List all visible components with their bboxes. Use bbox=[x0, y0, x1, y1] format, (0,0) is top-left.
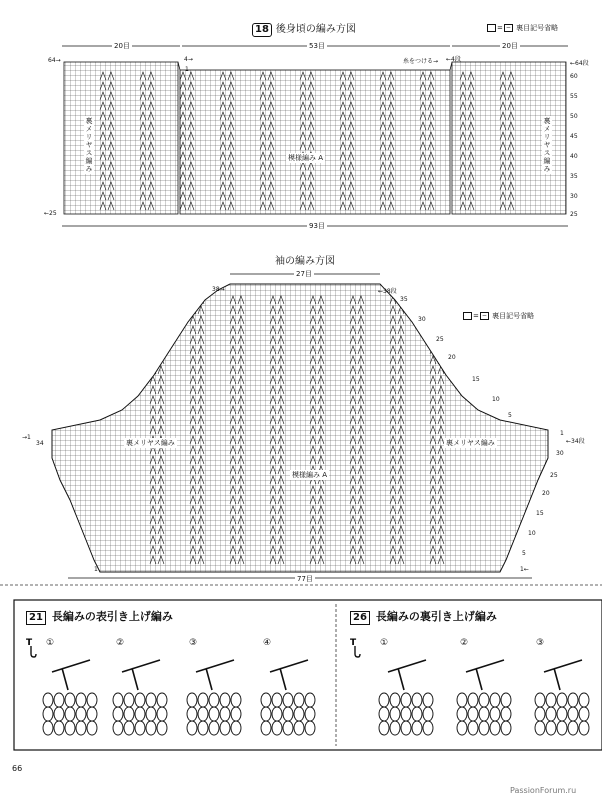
chart18-width-left: 20目 bbox=[114, 42, 130, 50]
sleeve-side-right-row: ←34段 bbox=[566, 438, 585, 445]
sleeve-row-label: 20 bbox=[448, 354, 456, 361]
legend-text: 裏目記号省略 bbox=[516, 24, 559, 32]
chart18-total-width: 93目 bbox=[309, 222, 325, 230]
crochet-step-illustration bbox=[457, 660, 511, 735]
purl-square-icon: − bbox=[481, 312, 487, 319]
chart18-row-label: 25 bbox=[570, 211, 578, 218]
technique-21-step-2: ② bbox=[116, 638, 125, 648]
sleeve-top-right-row: ←38段 bbox=[378, 288, 397, 295]
technique-26-step-2: ② bbox=[460, 638, 469, 648]
chart18-side-label-right: 裏メリヤス編み bbox=[543, 117, 551, 173]
technique-21-title: 21 長編みの表引き上げ編み bbox=[26, 608, 173, 625]
chart18-row-label: 45 bbox=[570, 133, 578, 140]
sleeve-top-width: 27目 bbox=[296, 270, 312, 278]
crochet-step-illustration bbox=[113, 660, 167, 735]
chart18-row-label: 35 bbox=[570, 173, 578, 180]
sleeve-legend: = − 裏目記号省略 bbox=[462, 311, 534, 321]
purl-square-icon: − bbox=[505, 24, 511, 31]
technique-21-step-1: ① bbox=[46, 638, 55, 648]
sleeve-label-right: 裏メリヤス編み bbox=[446, 439, 495, 447]
sleeve-row-label: 5 bbox=[522, 550, 526, 557]
chart18-row-label: 40 bbox=[570, 153, 578, 160]
crochet-step-illustration bbox=[261, 660, 315, 735]
sleeve-bottom-width: 77目 bbox=[297, 575, 313, 583]
technique-26-step-3: ③ bbox=[536, 638, 545, 648]
sleeve-row-label: 25 bbox=[550, 472, 558, 479]
chart18-pattern-label: 模様編み A bbox=[288, 154, 324, 162]
chart18-number-badge: 18 bbox=[252, 23, 272, 37]
chart18-side-label-left: 裏メリヤス編み bbox=[85, 117, 93, 173]
technique-26-title: 26 長編みの裏引き上げ編み bbox=[350, 608, 497, 625]
page-number: 66 bbox=[12, 764, 23, 773]
sleeve-bottom-left-1: 1 bbox=[94, 566, 98, 573]
sleeve-row-label: 5 bbox=[508, 412, 512, 419]
legend-eq: = bbox=[497, 24, 503, 32]
crochet-step-illustration bbox=[187, 660, 241, 735]
sleeve-row-label: 15 bbox=[536, 510, 544, 517]
sleeve-row-label: 10 bbox=[492, 396, 500, 403]
sleeve-side-right-1: 1 bbox=[560, 430, 564, 437]
svg-text:T: T bbox=[350, 638, 357, 648]
sleeve-row-label: 25 bbox=[436, 336, 444, 343]
sleeve-title: 袖の編み方図 bbox=[275, 256, 335, 267]
chart18-left-top-row: 64→ bbox=[48, 57, 61, 64]
crochet-step-illustration bbox=[43, 660, 97, 735]
chart18-left-bottom-row: ←25 bbox=[44, 210, 57, 217]
chart18-row-label: ←64段 bbox=[570, 60, 589, 67]
chart18-row-label: 55 bbox=[570, 93, 578, 100]
chart18-row-label: 50 bbox=[570, 113, 578, 120]
technique-21-step-3: ③ bbox=[189, 638, 198, 648]
sleeve-row-label: 30 bbox=[556, 450, 564, 457]
sleeve-side-left-row: 34 bbox=[36, 440, 44, 447]
technique-26-number: 26 bbox=[350, 611, 370, 625]
technique-21-number: 21 bbox=[26, 611, 46, 625]
chart18-title-text: 後身頃の編み方図 bbox=[275, 24, 356, 35]
sleeve-pattern-label: 模様編み A bbox=[292, 471, 328, 479]
crochet-step-illustration bbox=[535, 660, 589, 735]
svg-text:T: T bbox=[26, 638, 33, 648]
chart18-row-label: 60 bbox=[570, 73, 578, 80]
sleeve-row-label: 35 bbox=[400, 296, 408, 303]
chart18-note-thread: 糸をつける→ bbox=[403, 58, 439, 65]
crochet-step-illustration bbox=[379, 660, 433, 735]
chart18-note-4: 4→ bbox=[184, 56, 193, 63]
sleeve-label-left: 裏メリヤス編み bbox=[126, 439, 175, 447]
technique-21-step-4: ④ bbox=[263, 638, 272, 648]
sleeve-row-label: 20 bbox=[542, 490, 550, 497]
sleeve-top-left-row: 38→ bbox=[212, 286, 225, 293]
chart18-row-label: 30 bbox=[570, 193, 578, 200]
chart18-note-1: 1 bbox=[185, 66, 189, 73]
sleeve-row-label: 15 bbox=[472, 376, 480, 383]
chart18-width-center: 53目 bbox=[309, 42, 325, 50]
sleeve-row-label: 10 bbox=[528, 530, 536, 537]
chart18-width-right: 20目 bbox=[502, 42, 518, 50]
sleeve-bottom-right-1: 1← bbox=[520, 566, 529, 573]
sleeve-side-left-1: →1 bbox=[22, 434, 31, 441]
watermark: PassionForum.ru bbox=[510, 786, 577, 795]
sleeve-row-label: 30 bbox=[418, 316, 426, 323]
technique-26-step-1: ① bbox=[380, 638, 389, 648]
chart18-note-4row: ←4段 bbox=[446, 56, 461, 63]
